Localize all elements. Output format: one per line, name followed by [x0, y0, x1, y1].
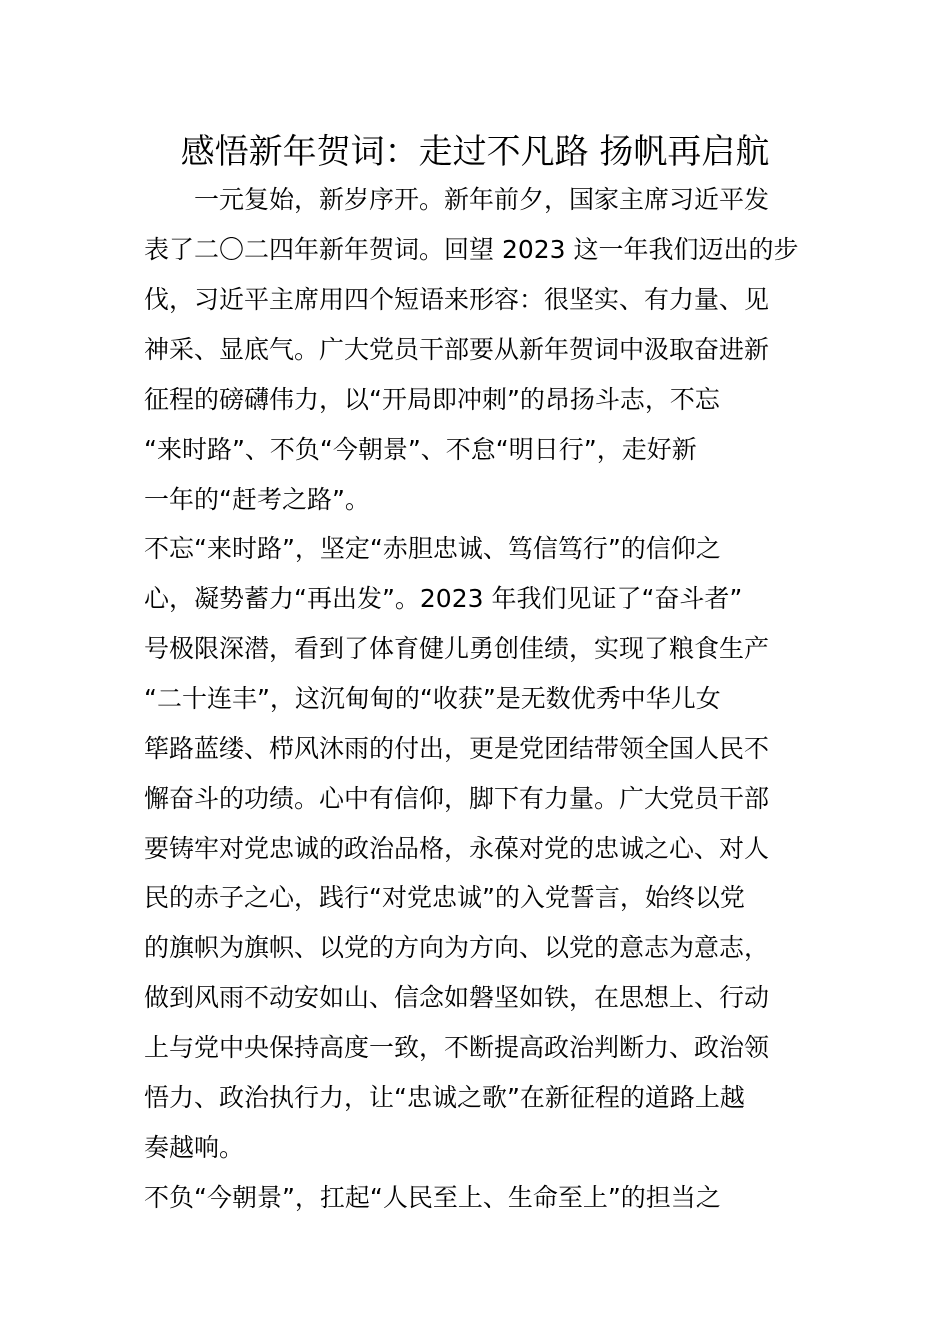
text-line: 不忘“来时路”，坚定“赤胆忠诚、笃信笃行”的信仰之	[144, 534, 721, 563]
text-line: 不负“今朝景”，扛起“人民至上、生命至上”的担当之	[144, 1183, 721, 1212]
text-line: “来时路”、不负“今朝景”、不怠“明日行”，走好新	[144, 435, 697, 464]
text-line: 要铸牢对党忠诚的政治品格，永葆对党的忠诚之心、对人	[144, 834, 770, 863]
text-line: 一元复始，新岁序开。新年前夕，国家主席习近平发	[144, 185, 770, 214]
text-line: 奏越响。	[144, 1133, 245, 1162]
text-line: 伐，习近平主席用四个短语来形容：很坚实、有力量、见	[144, 285, 770, 314]
text-line: 一年的“赶考之路”。	[144, 485, 370, 514]
text-line: 筚路蓝缕、栉风沐雨的付出，更是党团结带领全国人民不	[144, 734, 770, 763]
text-line: 征程的磅礴伟力，以“开局即冲刺”的昂扬斗志，不忘	[144, 385, 720, 414]
text-line: 心，凝势蓄力“再出发”。2023 年我们见证了“奋斗者”	[144, 584, 743, 613]
text-line: 做到风雨不动安如山、信念如磐坚如铁，在思想上、行动	[144, 983, 770, 1012]
text-line: 上与党中央保持高度一致，不断提高政治判断力、政治领	[144, 1033, 770, 1062]
text-line: 民的赤子之心，践行“对党忠诚”的入党誓言，始终以党	[144, 883, 745, 912]
text-line: 神采、显底气。广大党员干部要从新年贺词中汲取奋进新	[144, 335, 770, 364]
text-line: 表了二〇二四年新年贺词。回望 2023 这一年我们迈出的步	[144, 235, 799, 264]
text-line: “二十连丰”，这沉甸甸的“收获”是无数优秀中华儿女	[144, 684, 721, 713]
document-title: 感悟新年贺词：走过不凡路 扬帆再启航	[180, 132, 770, 172]
text-line: 懈奋斗的功绩。心中有信仰，脚下有力量。广大党员干部	[144, 784, 770, 813]
text-line: 的旗帜为旗帜、以党的方向为方向、以党的意志为意志，	[144, 933, 770, 962]
text-line: 号极限深潜，看到了体育健儿勇创佳绩，实现了粮食生产	[144, 634, 770, 663]
text-line: 悟力、政治执行力，让“忠诚之歌”在新征程的道路上越	[144, 1083, 745, 1112]
